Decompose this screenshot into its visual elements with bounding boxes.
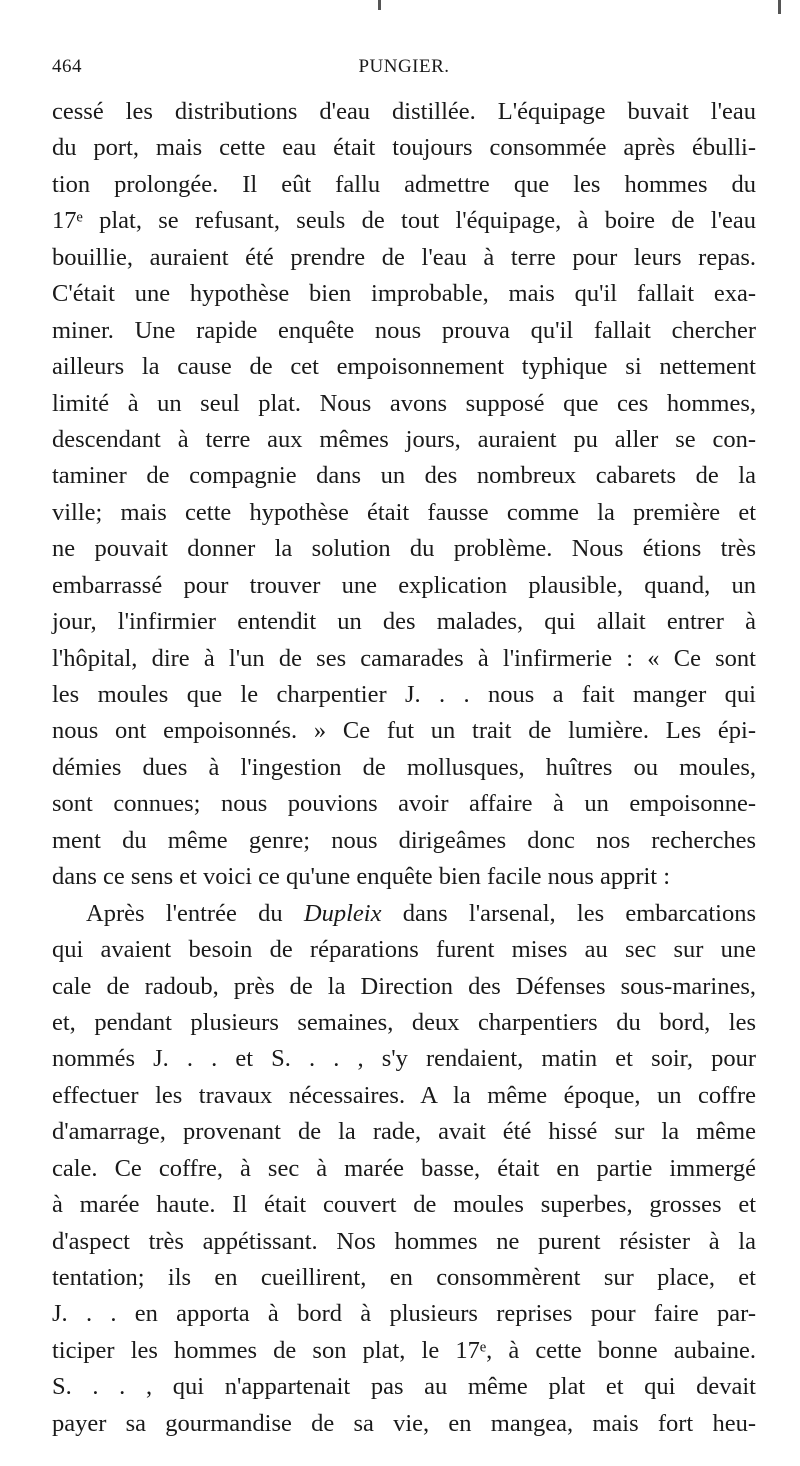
text-line: bouillie, auraient été prendre de l'eau à terre pour leurs repas. — [52, 243, 756, 271]
text-line: nous ont empoisonnés. » Ce fut un trait de lumière. Les épi- — [52, 717, 756, 745]
print-mark — [778, 0, 781, 14]
text-line: C'était une hypothèse bien improbable, mais qu'il fallait exa- — [52, 280, 756, 308]
text-line: S. . . , qui n'appartenait pas au même plat et qui devait — [52, 1373, 756, 1401]
text-line: sont connues; nous pouvions avoir affaire à un empoisonne- — [52, 790, 756, 818]
text-line: et, pendant plusieurs semaines, deux charpentiers du bord, les — [52, 1008, 756, 1036]
text-line: cessé les distributions d'eau distillée. L'équipage buvait l'eau — [52, 98, 756, 125]
text-line: payer sa gourmandise de sa vie, en mangea, mais fort heu- — [52, 1409, 756, 1437]
text-line: 17ᵉ plat, se refusant, seuls de tout l'équipage, à boire de l'eau — [52, 207, 756, 235]
text-line: miner. Une rapide enquête nous prouva qu'il fallait chercher — [52, 316, 756, 344]
page-number: 464 — [52, 56, 82, 77]
text-line: ville; mais cette hypothèse était fausse comme la première et — [52, 498, 756, 526]
text-line: d'aspect très appétissant. Nos hommes ne purent résister à la — [52, 1227, 756, 1255]
page-header — [52, 56, 756, 86]
text-line: les moules que le charpentier J. . . nous a fait manger qui — [52, 681, 756, 708]
ship-name: Dupleix — [303, 899, 382, 927]
text-line: ment du même genre; nous dirigeâmes donc nos recherches — [52, 826, 756, 854]
text-line: embarrassé pour trouver une explication plausible, quand, un — [52, 571, 756, 599]
running-head: PUNGIER. — [358, 56, 450, 77]
text-line: démies dues à l'ingestion de mollusques, huîtres ou moules, — [52, 753, 756, 781]
text-line: limité à un seul plat. Nous avons supposé que ces hommes, — [52, 389, 756, 417]
text-line: tion prolongée. Il eût fallu admettre que les hommes du — [52, 170, 756, 198]
text-line: ne pouvait donner la solution du problème. Nous étions très — [52, 535, 756, 563]
text-line: cale de radoub, près de la Direction des Défenses sous-marines, — [52, 972, 756, 1000]
text-line: tentation; ils en cueillirent, en consommèrent sur place, et — [52, 1264, 756, 1291]
text-line: l'hôpital, dire à l'un de ses camarades à l'infirmerie : « Ce sont — [52, 644, 756, 672]
text-line: effectuer les travaux nécessaires. A la même époque, un coffre — [52, 1081, 756, 1109]
print-mark — [378, 0, 381, 10]
text-span: dans l'arsenal, les embarcations — [381, 899, 756, 927]
text-line: à marée haute. Il était couvert de moules superbes, grosses et — [52, 1191, 756, 1219]
text-line: nommés J. . . et S. . . , s'y rendaient, matin et soir, pour — [52, 1045, 756, 1073]
text-line: d'amarrage, provenant de la rade, avait été hissé sur la même — [52, 1118, 756, 1146]
text-line: ailleurs la cause de cet empoisonnement typhique si nettement — [52, 353, 756, 381]
paragraph-first-line — [52, 896, 756, 932]
text-line: du port, mais cette eau était toujours consommée après ébulli- — [52, 134, 756, 162]
text-line: ticiper les hommes de son plat, le 17ᵉ, à cette bonne aubaine. — [52, 1336, 756, 1364]
text-span: Après l'entrée du — [86, 899, 304, 927]
text-line: dans ce sens et voici ce qu'une enquête bien facile nous apprit : — [52, 863, 671, 891]
text-line: descendant à terre aux mêmes jours, auraient pu aller se con- — [52, 425, 756, 453]
text-line: taminer de compagnie dans un des nombreux cabarets de la — [52, 462, 756, 490]
text-line: cale. Ce coffre, à sec à marée basse, était en partie immergé — [52, 1154, 756, 1182]
text-line: jour, l'infirmier entendit un des malades, qui allait entrer à — [52, 608, 756, 636]
text-line: qui avaient besoin de réparations furent mises au sec sur une — [52, 936, 756, 964]
body-text — [52, 94, 756, 1442]
text-line: J. . . en apporta à bord à plusieurs reprises pour faire par- — [52, 1300, 756, 1328]
